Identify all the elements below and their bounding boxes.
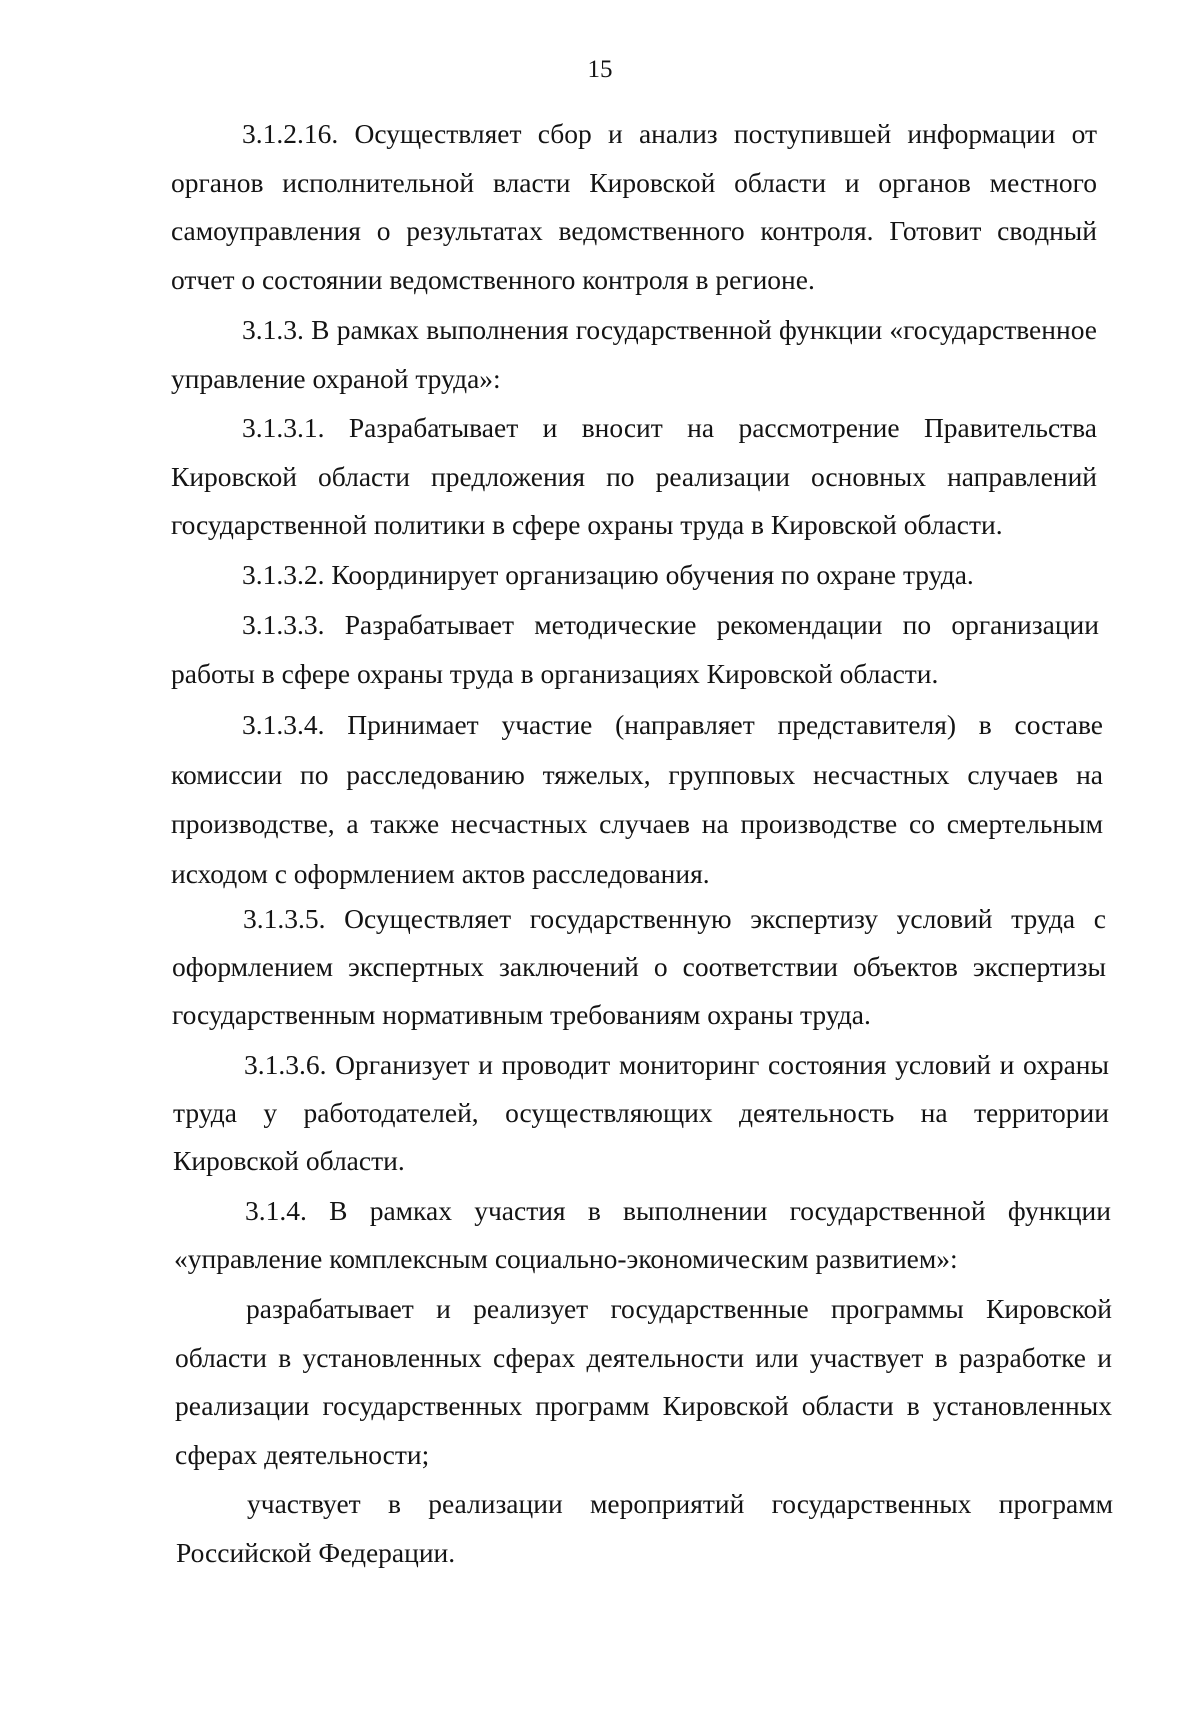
paragraph-3-1-4: 3.1.4. В рамках участия в выполнении государственной функции «управление комплексным социально-экономическим развитием»: [174, 1195, 1111, 1274]
paragraph-3-1-2-16: 3.1.2.16. Осуществляет сбор и анализ поступившей информации от органов исполнительной власти Кировской области и органов местного самоуправления о результатах ведомственного контроля. Готовит сводный отчет о состоянии ведомственного контроля в регионе. [171, 118, 1097, 295]
paragraph-3-1-3-5: 3.1.3.5. Осуществляет государственную экспертизу условий труда с оформлением экспертных заключений о соответствии объектов экспертизы государственным нормативным требованиям охраны труда. [172, 903, 1106, 1030]
paragraph-3-1-3-2: 3.1.3.2. Координирует организацию обучения по охране труда. [242, 559, 974, 590]
paragraph-3-1-3: 3.1.3. В рамках выполнения государственной функции «государственное управление охраной труда»: [171, 314, 1097, 394]
page-number: 15 [587, 56, 613, 83]
paragraph-3-1-3-6: 3.1.3.6. Организует и проводит мониторинг состояния условий и охраны труда у работодателей, осуществляющих деятельность на территории Кировской области. [173, 1049, 1109, 1176]
paragraph-3-1-3-1: 3.1.3.1. Разрабатывает и вносит на рассмотрение Правительства Кировской области предложения по реализации основных направлений государственной политики в сфере охраны труда в Кировской области. [171, 412, 1097, 540]
paragraph-federal-programs: участвует в реализации мероприятий государственных программ Российской Федерации. [176, 1488, 1113, 1568]
paragraph-state-programs: разрабатывает и реализует государственные программы Кировской области в установленных сферах деятельности или участвует в разработке и реализации государственных программ Кировской области в установленных сферах деятельности; [175, 1293, 1112, 1470]
paragraph-3-1-3-4: 3.1.3.4. Принимает участие (направляет представителя) в составе комиссии по расследованию тяжелых, групповых несчастных случаев на производстве, а также несчастных случаев на производстве со смертельным исходом с оформлением актов расследования. [171, 709, 1103, 889]
paragraph-3-1-3-3: 3.1.3.3. Разрабатывает методические рекомендации по организации работы в сфере охраны труда в организациях Кировской области. [171, 609, 1099, 689]
